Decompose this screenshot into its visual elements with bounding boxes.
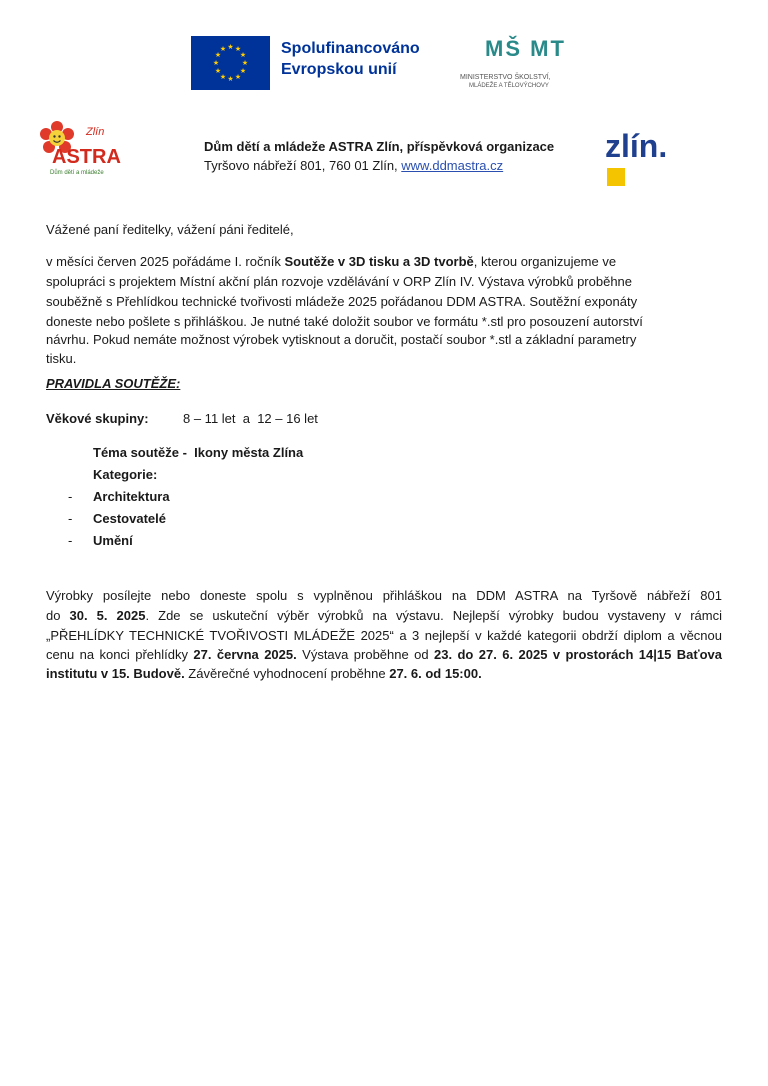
astra-sub: Dům dětí a mládeže (50, 170, 104, 176)
msmt-line2: MLÁDEŽE A TĚLOVÝCHOVY (469, 83, 549, 89)
svg-text:★: ★ (241, 59, 249, 67)
astra-logo (38, 120, 130, 182)
eu-logo (191, 36, 436, 90)
paragraph1-line5: návrhu. Pokud nemáte možnost výrobek vytisknout a doručit, postačí soubor *.stl a základní parametry (46, 332, 637, 347)
paragraph1-line6: tisku. (46, 351, 77, 366)
list-bullet: - (68, 533, 73, 548)
venue: institutu v 15. Budově. (46, 666, 185, 681)
svg-text:★: ★ (239, 67, 247, 75)
category-item: Architektura (93, 489, 170, 504)
paragraph2-line1: Výrobky posílejte nebo doneste spolu s vyplněnou přihláškou na DDM ASTRA na Tyršově nábřeží 801 (46, 588, 722, 603)
zlin-logo (605, 128, 695, 188)
svg-text:★: ★ (234, 73, 242, 81)
final-evaluation-time: 27. 6. od 15:00. (389, 666, 482, 681)
paragraph2-line4 (46, 646, 722, 664)
zlin-logo-text: zlín. (605, 128, 668, 164)
msmt-mark: MŠ MT (485, 36, 566, 61)
paragraph1-line3: souběžně s Přehlídkou technické tvořivosti mládeže 2025 pořádanou DDM ASTRA. Soutěžní exponáty (46, 294, 638, 309)
theme: Téma soutěže - Ikony města Zlína (93, 445, 304, 460)
msmt-logo (457, 36, 577, 94)
age-value: 8 – 11 let a 12 – 16 let (183, 411, 318, 426)
p1-text-c: , kterou organizujeme ve (473, 254, 617, 269)
svg-text:★: ★ (234, 45, 242, 53)
p2-text-c: . Zde se uskuteční výběr výrobků na výstavu. Nejlepší výrobky budou vystaveny v rámci (145, 608, 722, 623)
svg-text:★: ★ (219, 45, 227, 53)
rules-heading: PRAVIDLA SOUTĚŽE: (46, 376, 181, 391)
category-item: Cestovatelé (93, 511, 166, 526)
p2-text-f: Závěrečné vyhodnocení proběhne (184, 666, 390, 681)
paragraph1-line1 (46, 253, 666, 271)
svg-text:★: ★ (214, 51, 222, 59)
svg-text:★: ★ (227, 75, 234, 83)
msmt-line1: MINISTERSTVO ŠKOLSTVÍ, (460, 74, 551, 81)
p1-text-a: v měsíci červen 2025 pořádáme I. ročník (46, 254, 285, 269)
eu-text-line2: Evropskou unií (281, 61, 397, 78)
p2-text-d: cenu na konci přehlídky (46, 647, 194, 662)
svg-text:★: ★ (214, 67, 222, 75)
age-label: Věkové skupiny: (46, 411, 149, 426)
org-address-line (204, 158, 503, 173)
exhibition-dates: 23. do 27. 6. 2025 v prostorách 14|15 Baťova (434, 647, 722, 662)
list-bullet: - (68, 489, 73, 504)
paragraph2-line5 (46, 665, 482, 683)
p2-text-a: do (46, 608, 70, 623)
paragraph2-line3: „PŘEHLÍDKY TECHNICKÉ TVOŘIVOSTI MLÁDEŽE 2025“ a 3 nejlepší v každé kategorii obdrží diplom a věcnou (46, 628, 722, 643)
p2-text-e: Výstava proběhne od (296, 647, 435, 662)
org-address: Tyršovo nábřeží 801, 760 01 Zlín, (204, 158, 402, 173)
deadline-date: 30. 5. 2025 (69, 608, 146, 623)
astra-name: ASTRA (52, 146, 121, 168)
competition-name: Soutěže v 3D tisku a 3D tvorbě (284, 254, 474, 269)
greeting: Vážené paní ředitelky, vážení páni ředitelé, (46, 222, 294, 237)
astra-city: Zlín (86, 126, 105, 138)
eu-text-line1: Spolufinancováno (281, 40, 420, 57)
web-link[interactable]: www.ddmastra.cz (401, 158, 504, 173)
eu-flag-icon (191, 36, 270, 90)
paragraph1-line2: spolupráci s projektem Místní akční plán rozvoje vzdělávání v ORP Zlín IV. Výstava výrobků proběhne (46, 274, 633, 289)
paragraph1-line4: doneste nebo pošlete s přihláškou. Je nutné také doložit soubor ve formátu *.stl pro posouzení autorství (46, 314, 643, 329)
svg-text:★: ★ (239, 51, 247, 59)
categories-label: Kategorie: (93, 467, 158, 482)
svg-text:★: ★ (219, 73, 227, 81)
award-date: 27. června 2025. (193, 647, 297, 662)
zlin-yellow-square (607, 168, 625, 186)
category-item: Umění (93, 533, 133, 548)
org-name: Dům dětí a mládeže ASTRA Zlín, příspěvková organizace (204, 139, 555, 154)
paragraph2-line2 (46, 607, 722, 625)
svg-text:★: ★ (212, 59, 220, 67)
svg-text:★: ★ (227, 43, 234, 51)
list-bullet: - (68, 511, 73, 526)
